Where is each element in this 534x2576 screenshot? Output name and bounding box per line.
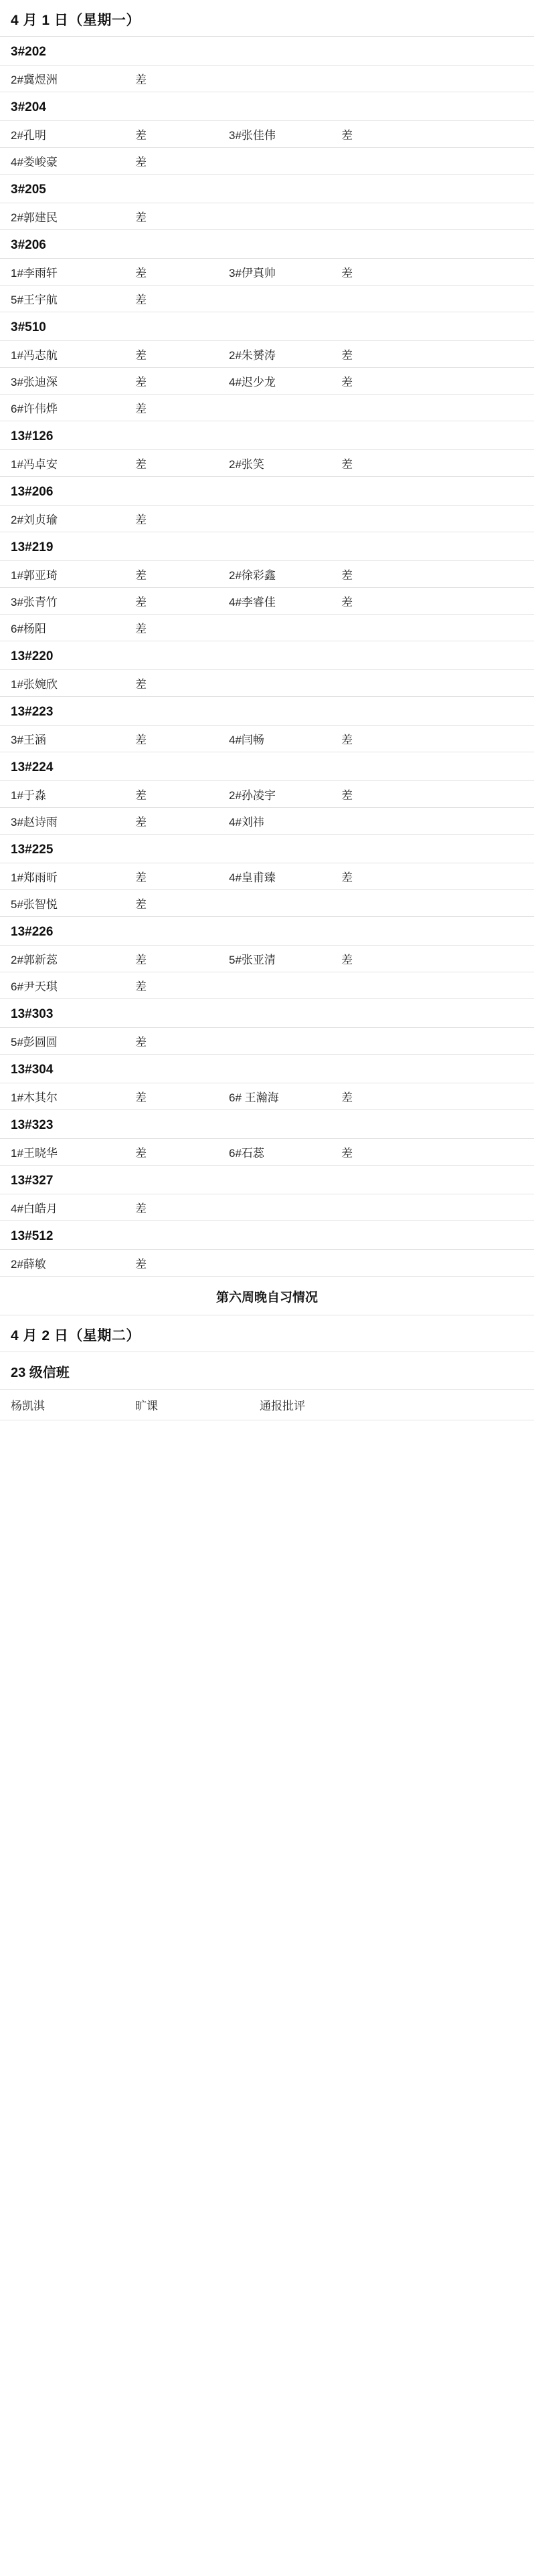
table-row <box>0 1390 534 1420</box>
class-header <box>0 1352 534 1389</box>
student-status-secondary: 差 <box>341 954 353 966</box>
class-header-label: 23 级信班 <box>11 1366 70 1380</box>
table-row <box>0 341 534 367</box>
student-status: 差 <box>135 816 147 829</box>
student-name: 1#郭亚琦 <box>11 569 58 582</box>
student-status: 差 <box>135 734 147 746</box>
student-name: 杨凯淇 <box>11 1400 45 1412</box>
student-name-secondary: 6#石蕊 <box>229 1147 264 1160</box>
student-status: 差 <box>135 514 147 526</box>
table-row <box>0 395 534 421</box>
student-name: 1#王晓华 <box>11 1147 58 1160</box>
room-header <box>0 917 534 945</box>
room-header <box>0 835 534 863</box>
student-status: 差 <box>135 267 147 280</box>
table-row <box>0 972 534 998</box>
table-row <box>0 726 534 752</box>
room-header-label: 13#512 <box>11 1229 54 1243</box>
table-row <box>0 1250 534 1276</box>
student-status-secondary: 差 <box>341 458 353 471</box>
room-header <box>0 641 534 669</box>
student-name: 1#郑雨昕 <box>11 871 58 884</box>
room-header-label: 13#323 <box>11 1118 54 1132</box>
table-row <box>0 121 534 147</box>
student-name: 6#杨阳 <box>11 623 46 635</box>
student-name: 2#刘贞瑜 <box>11 514 58 526</box>
student-status: 差 <box>135 954 147 966</box>
student-status: 差 <box>135 789 147 802</box>
student-status: 差 <box>135 376 147 389</box>
student-status: 差 <box>135 129 147 142</box>
room-header <box>0 175 534 203</box>
student-name-secondary: 4#迟少龙 <box>229 376 276 389</box>
date-header <box>0 0 534 36</box>
student-name-secondary: 2#徐彩鑫 <box>229 569 276 582</box>
room-header <box>0 1055 534 1083</box>
student-name-secondary: 4#闫畅 <box>229 734 264 746</box>
student-name: 3#王涵 <box>11 734 46 746</box>
room-header-label: 3#204 <box>11 100 46 114</box>
student-status-secondary: 差 <box>341 1091 353 1104</box>
room-header-label: 3#510 <box>11 320 46 334</box>
student-name: 2#冀煜洲 <box>11 74 58 86</box>
student-status: 差 <box>135 1258 147 1271</box>
section-title <box>0 1277 534 1315</box>
student-name-secondary: 2#孙凌宇 <box>229 789 276 802</box>
student-status-secondary: 差 <box>341 569 353 582</box>
date-header-label: 4 月 1 日（星期一） <box>11 13 141 28</box>
table-row <box>0 615 534 641</box>
table-row <box>0 561 534 587</box>
room-header <box>0 421 534 449</box>
table-row <box>0 203 534 229</box>
student-status: 差 <box>135 294 147 306</box>
student-name: 6#许伟烨 <box>11 403 58 415</box>
table-row <box>0 259 534 285</box>
room-header <box>0 752 534 780</box>
student-status: 差 <box>135 871 147 884</box>
section-title-label: 第六周晚自习情况 <box>215 1291 318 1305</box>
student-status: 差 <box>135 349 147 362</box>
student-status: 差 <box>135 898 147 911</box>
student-status: 差 <box>135 569 147 582</box>
student-status: 差 <box>135 980 147 993</box>
room-header <box>0 37 534 65</box>
student-status: 差 <box>135 403 147 415</box>
room-header-label: 13#304 <box>11 1063 54 1077</box>
student-status: 差 <box>135 74 147 86</box>
student-name: 1#李雨轩 <box>11 267 58 280</box>
student-status-secondary: 差 <box>341 734 353 746</box>
table-row <box>0 450 534 476</box>
student-name: 1#冯卓安 <box>11 458 58 471</box>
student-name-secondary: 5#张亚清 <box>229 954 276 966</box>
room-header-label: 3#206 <box>11 238 46 252</box>
room-header-label: 13#219 <box>11 540 54 554</box>
room-header-label: 13#303 <box>11 1007 54 1021</box>
student-name: 3#赵诗雨 <box>11 816 58 829</box>
student-name: 5#王宇航 <box>11 294 58 306</box>
room-header <box>0 230 534 258</box>
student-status: 差 <box>135 596 147 609</box>
table-row <box>0 148 534 174</box>
student-status: 差 <box>135 211 147 224</box>
student-status-secondary: 差 <box>341 267 353 280</box>
student-name: 2#郭新蕊 <box>11 954 58 966</box>
table-row <box>0 781 534 807</box>
penalty: 通报批评 <box>260 1400 305 1412</box>
room-header-label: 3#205 <box>11 183 46 197</box>
table-row <box>0 66 534 92</box>
violation-type: 旷课 <box>135 1400 158 1412</box>
room-header <box>0 1166 534 1194</box>
student-name-secondary: 2#朱赟涛 <box>229 349 276 362</box>
student-status: 差 <box>135 458 147 471</box>
student-name: 2#孔明 <box>11 129 46 142</box>
date-header-label: 4 月 2 日（星期二） <box>11 1328 141 1344</box>
room-header <box>0 1110 534 1138</box>
room-header <box>0 697 534 725</box>
student-name: 2#薛敏 <box>11 1258 46 1271</box>
student-name: 4#娄峻豪 <box>11 156 58 169</box>
student-name: 6#尹天琪 <box>11 980 58 993</box>
student-name-secondary: 6# 王瀚海 <box>229 1091 279 1104</box>
room-header <box>0 999 534 1027</box>
student-status-secondary: 差 <box>341 349 353 362</box>
table-row <box>0 1139 534 1165</box>
student-name: 5#张智悦 <box>11 898 58 911</box>
room-header <box>0 532 534 560</box>
table-row <box>0 588 534 614</box>
student-status: 差 <box>135 1091 147 1104</box>
student-status: 差 <box>135 678 147 691</box>
student-name: 3#张迪深 <box>11 376 58 389</box>
room-header-label: 13#225 <box>11 843 54 857</box>
student-name: 5#彭圆圆 <box>11 1036 58 1049</box>
table-row <box>0 670 534 696</box>
table-row <box>0 946 534 972</box>
student-name-secondary: 3#张佳伟 <box>229 129 276 142</box>
table-row <box>0 1194 534 1220</box>
table-row <box>0 890 534 916</box>
room-header <box>0 1221 534 1249</box>
student-status-secondary: 差 <box>341 1147 353 1160</box>
room-header <box>0 477 534 505</box>
table-row <box>0 1083 534 1109</box>
room-header-label: 13#327 <box>11 1174 54 1188</box>
room-header-label: 3#202 <box>11 45 46 59</box>
date-header <box>0 1315 534 1352</box>
room-header-label: 13#220 <box>11 649 54 663</box>
student-name: 4#白皓月 <box>11 1202 58 1215</box>
student-status: 差 <box>135 1147 147 1160</box>
student-name: 1#木其尔 <box>11 1091 58 1104</box>
student-status-secondary: 差 <box>341 376 353 389</box>
room-header-label: 13#126 <box>11 429 54 443</box>
student-name-secondary: 3#伊真帅 <box>229 267 276 280</box>
student-name-secondary: 4#刘祎 <box>229 816 264 829</box>
table-row <box>0 368 534 394</box>
student-status-secondary: 差 <box>341 789 353 802</box>
room-header-label: 13#223 <box>11 705 54 719</box>
table-row <box>0 808 534 834</box>
student-name: 1#于淼 <box>11 789 46 802</box>
room-header-label: 13#226 <box>11 925 54 939</box>
student-name: 1#冯志航 <box>11 349 58 362</box>
student-status: 差 <box>135 623 147 635</box>
room-header-label: 13#206 <box>11 485 54 499</box>
table-row <box>0 506 534 532</box>
room-header <box>0 312 534 340</box>
student-name: 3#张青竹 <box>11 596 58 609</box>
student-name-secondary: 4#皇甫臻 <box>229 871 276 884</box>
student-name-secondary: 2#张笑 <box>229 458 264 471</box>
room-header-label: 13#224 <box>11 760 54 774</box>
table-row <box>0 863 534 889</box>
student-name: 1#张婉欣 <box>11 678 58 691</box>
student-name-secondary: 4#李睿佳 <box>229 596 276 609</box>
student-status: 差 <box>135 156 147 169</box>
room-header <box>0 92 534 120</box>
student-status: 差 <box>135 1036 147 1049</box>
student-status: 差 <box>135 1202 147 1215</box>
student-status-secondary: 差 <box>341 871 353 884</box>
student-status-secondary: 差 <box>341 596 353 609</box>
student-status-secondary: 差 <box>341 129 353 142</box>
student-name: 2#郭建民 <box>11 211 58 224</box>
table-row <box>0 1028 534 1054</box>
table-row <box>0 286 534 312</box>
